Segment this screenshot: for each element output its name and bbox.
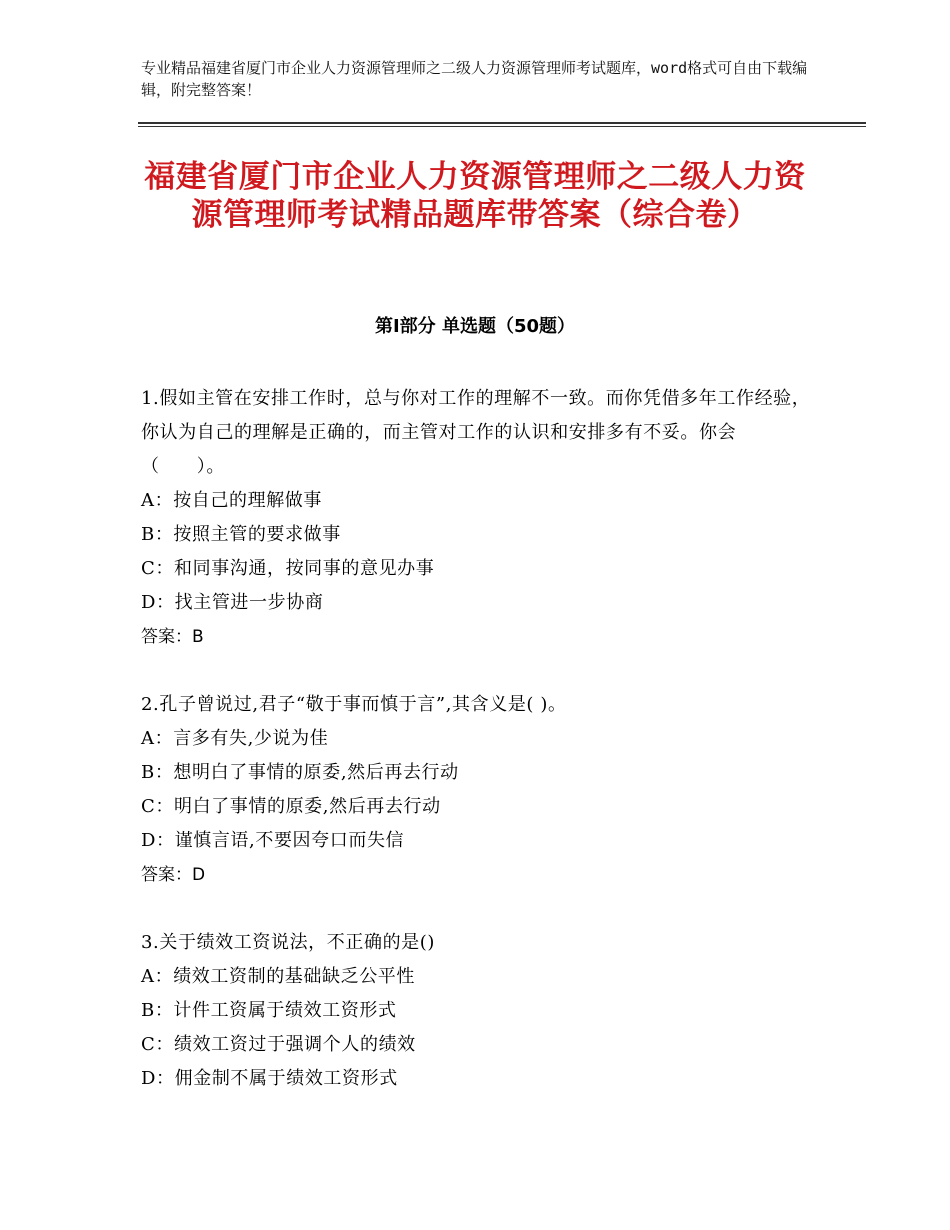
question-stem: 1.假如主管在安排工作时，总与你对工作的理解不一致。而你凭借多年工作经验，你认为自己的理解是正确的，而主管对工作的认识和安排多有不妥。你会（ ）。 [141, 388, 811, 477]
question-spacer [141, 654, 811, 688]
option-d: D：找主管进一步协商 [141, 592, 324, 613]
option-d: D：佣金制不属于绩效工资形式 [141, 1068, 398, 1089]
question-list [141, 382, 811, 1096]
question-spacer [141, 892, 811, 926]
option-b: B：想明白了事情的原委,然后再去行动 [141, 762, 459, 783]
option-c: C：和同事沟通，按同事的意见办事 [141, 558, 435, 579]
header-divider-thick [138, 122, 866, 124]
option-d: D：谨慎言语,不要因夸口而失信 [141, 830, 405, 851]
question-stem: 2.孔子曾说过,君子“敬于事而慎于言”,其含义是( )。 [141, 694, 567, 715]
option-a: A：绩效工资制的基础缺乏公平性 [141, 966, 415, 987]
header-divider-thin [138, 126, 866, 127]
header-note: 专业精品福建省厦门市企业人力资源管理师之二级人力资源管理师考试题库，word格式可自由下载编辑，附完整答案！ [141, 59, 808, 99]
answer-line: 答案：B [141, 627, 204, 647]
option-a: A：言多有失,少说为佳 [141, 728, 329, 749]
section-heading: 第Ⅰ部分 单选题（50题） [374, 316, 575, 337]
option-a: A：按自己的理解做事 [141, 490, 322, 511]
question-stem: 3.关于绩效工资说法，不正确的是() [141, 932, 436, 953]
question-1 [141, 382, 811, 654]
question-3 [141, 926, 811, 1096]
option-b: B：按照主管的要求做事 [141, 524, 341, 545]
answer-line: 答案：D [141, 865, 206, 885]
option-c: C：绩效工资过于强调个人的绩效 [141, 1034, 416, 1055]
option-b: B：计件工资属于绩效工资形式 [141, 1000, 397, 1021]
option-c: C：明白了事情的原委,然后再去行动 [141, 796, 441, 817]
document-title: 福建省厦门市企业人力资源管理师之二级人力资源管理师考试精品题库带答案（综合卷） [144, 159, 806, 233]
question-2 [141, 688, 811, 892]
